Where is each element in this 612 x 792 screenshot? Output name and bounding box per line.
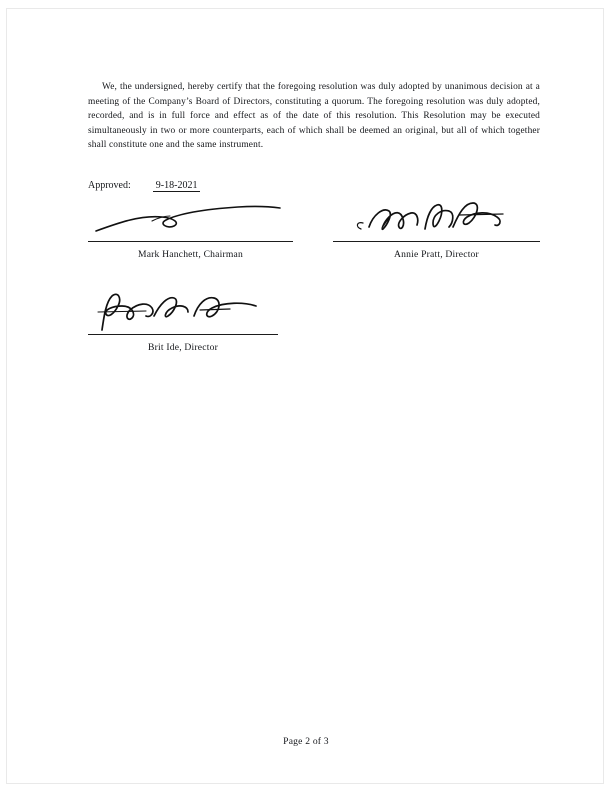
signature-ink-area-ide xyxy=(88,288,278,334)
approved-date-value: 9-18-2021 xyxy=(153,180,201,192)
certification-paragraph-block xyxy=(88,80,540,153)
signature-line-pratt xyxy=(333,241,540,242)
handwritten-signature-ide xyxy=(88,286,278,332)
signature-line-hanchett xyxy=(88,241,293,242)
signature-name-ide: Brit Ide, Director xyxy=(148,342,218,353)
approved-row xyxy=(88,180,540,192)
signature-block-ide xyxy=(88,288,278,353)
signature-ink-area-hanchett xyxy=(88,195,293,241)
certification-paragraph: We, the undersigned, hereby certify that the foregoing resolution was duly adopted by unanimous decision at a meeting of the Company’s Board of Directors, constituting a quorum. The foregoing resolution was duly adopted, recorded, and is in full force and effect as of the date of this resolution. This Resolution may be executed simultaneously in two or more counterparts, each of which shall be deemed an original, but all of which together shall constitute one and the same instrument. xyxy=(88,82,540,151)
signature-block-hanchett xyxy=(88,195,293,260)
handwritten-signature-pratt xyxy=(333,193,540,239)
signature-name-hanchett: Mark Hanchett, Chairman xyxy=(137,249,244,260)
signature-ink-area-pratt xyxy=(333,195,540,241)
approved-label: Approved: xyxy=(88,180,131,191)
signature-line-ide xyxy=(88,334,278,335)
page-footer: Page 2 of 3 xyxy=(283,736,329,747)
signature-name-pratt: Annie Pratt, Director xyxy=(394,249,479,260)
handwritten-signature-hanchett xyxy=(88,193,293,239)
signature-block-pratt xyxy=(333,195,540,260)
